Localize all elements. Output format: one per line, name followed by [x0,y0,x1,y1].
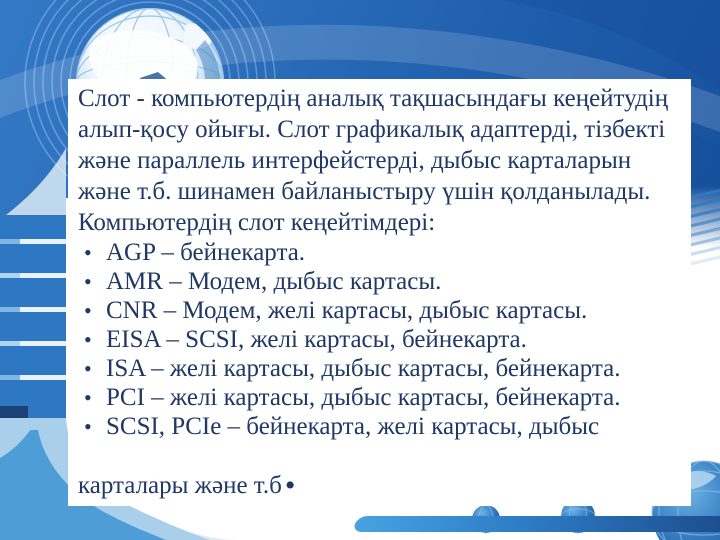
bottom-bar [355,516,720,532]
slot-types-heading: Компьютердің слот кеңейтімдері: [78,209,436,236]
bullet-icon: • [84,385,92,410]
slot-type-label: PCI – желі картасы, дыбыс картасы, бейнекарта. [106,384,621,411]
list-item [78,383,675,412]
navy-accent-block [0,406,28,418]
slot-type-label: CNR – Модем, желі картасы, дыбыс картасы. [106,297,588,324]
bullet-icon: • [84,269,92,294]
bullet-icon: • [84,327,92,352]
continuation-label: карталары және т.б [78,472,282,499]
list-item [78,238,675,267]
list-item [78,267,675,296]
bullet-icon: • [84,414,92,439]
slot-type-list [78,238,675,441]
bullet-icon: • [84,240,92,265]
slot-type-label: AMR – Модем, дыбыс картасы. [106,268,442,295]
slot-type-label: EISA – SCSI, желі картасы, бейнекарта. [106,326,527,353]
slot-type-label: ISA – желі картасы, дыбыс картасы, бейнекарта. [106,355,621,382]
list-item [78,354,675,383]
continuation-text [78,471,675,500]
slot-type-label: AGP – бейнекарта. [106,239,306,266]
bullet-icon: • [84,298,92,323]
slot-type-label: SCSI, PCIe – бейнекарта, желі картасы, дыбыс [106,413,600,440]
list-item [78,296,675,325]
left-stripes [0,215,66,418]
list-item [78,325,675,354]
slot-definition-text: Слот - компьютердің аналық тақшасындағы кеңейтудің алып-қосу ойығы. Слот графикалық адаптерді, тізбекті және параллель интерфейстерді, дыбыс карталарын және т.б. шинамен байланыстыру үшін қолданылады. [78,85,669,205]
right-stripe-fade [688,186,720,268]
bullet-icon: • [84,356,92,381]
list-item [78,412,675,441]
end-dot-icon: • [284,469,296,502]
text-panel [68,79,691,506]
